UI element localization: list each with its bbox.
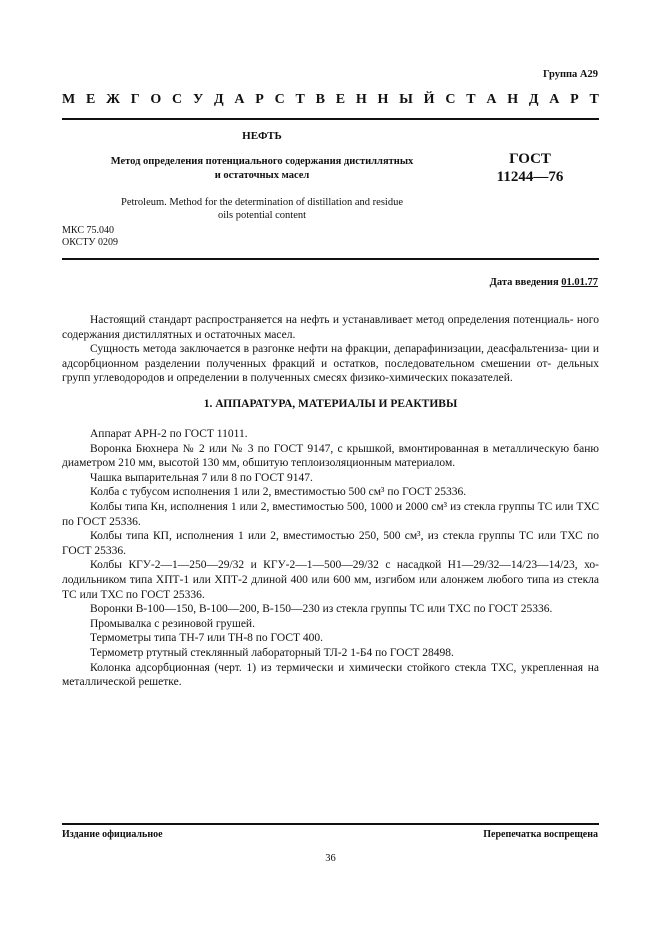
list-item: Чашка выпарительная 7 или 8 по ГОСТ 9147. bbox=[90, 471, 313, 484]
gost-number bbox=[470, 150, 590, 186]
classification-codes bbox=[62, 225, 118, 249]
english-title-line: oils potential content bbox=[217, 210, 307, 221]
list-item: Колонка адсорбционная (черт. 1) из термически и химически стойкого стекла ТХС, укрепленная на металлической решетке. bbox=[62, 661, 599, 689]
heading-letter: А bbox=[549, 92, 560, 107]
section-items bbox=[62, 427, 599, 690]
heading-letter: А bbox=[234, 92, 245, 107]
footer-rule bbox=[62, 823, 599, 825]
list-item: Аппарат АРН-2 по ГОСТ 11011. bbox=[90, 428, 248, 440]
heading-letter: Д bbox=[528, 92, 539, 107]
intro-date bbox=[490, 277, 598, 288]
gost-code: 11244—76 bbox=[496, 169, 564, 185]
heading-letter: О bbox=[150, 92, 162, 107]
english-title bbox=[62, 196, 462, 222]
heading-letter: Н bbox=[355, 92, 367, 107]
subtitle-line: Метод определения потенциального содержания дистиллятных bbox=[110, 156, 414, 167]
heading-letter: Д bbox=[213, 92, 224, 107]
heading-letter: В bbox=[315, 92, 325, 107]
heading-letter: Ы bbox=[399, 92, 413, 107]
heading-letter: С bbox=[172, 92, 183, 107]
official-edition-label: Издание официальное bbox=[62, 829, 163, 840]
heading-letter: Г bbox=[130, 92, 140, 107]
heading-letter: Т bbox=[589, 92, 599, 107]
list-item: Термометры типа ТН-7 или ТН-8 по ГОСТ 400. bbox=[90, 632, 324, 645]
document-title: НЕФТЬ bbox=[242, 130, 282, 142]
paragraph: Сущность метода заключается в разгонке нефти на фракции, депарафинизации, деасфальтениза- ции и адсорбционном разделении полученных фракций и остатков, последовательном смешении от- дельных групп углеводородов и определении в полученных смесях физико-химических показателей. bbox=[62, 343, 599, 385]
list-item: Колбы типа КП, исполнения 1 или 2, вместимостью 250, 500 см³, из стекла группы ТС или ТХС по ГОСТ 25336. bbox=[62, 530, 599, 557]
gost-label: ГОСТ bbox=[509, 151, 551, 167]
heading-letter: Р bbox=[255, 92, 264, 107]
heading-letter: С bbox=[274, 92, 285, 107]
title-rule bbox=[62, 258, 599, 260]
heading-letter: М bbox=[62, 92, 76, 107]
list-item: Воронка Бюхнера № 2 или № 3 по ГОСТ 9147, с крышкой, вмонтированная в металлическую баню диаметром 210 мм, высотой 130 мм, обшитую теплоизоляционным материалом. bbox=[62, 442, 599, 470]
heading-letter: Е bbox=[335, 92, 346, 107]
heading-letter: Е bbox=[85, 92, 96, 107]
heading-letter: С bbox=[445, 92, 456, 107]
list-item: Колбы КГУ-2—1—250—29/32 и КГУ-2—1—500—29/32 с насадкой Н1—29/32—14/23—14/23, хо- лодильником типа ХПТ-1 или ХПТ-2 длиной 400 или 600 мм, изгибом или алонжем любого типа из стекла ТС или ТХС по ГОСТ 25336. bbox=[62, 559, 599, 601]
heading-letter: Р bbox=[570, 92, 579, 107]
heading-letter: Н bbox=[507, 92, 519, 107]
list-item: Колбы типа Кн, исполнения 1 или 2, вместимостью 500, 1000 и 2000 см³ из стекла группы ТС или ТХС по ГОСТ 25336. bbox=[62, 500, 599, 528]
heading-letter: У bbox=[192, 92, 204, 107]
intro-text bbox=[62, 313, 599, 386]
document-subtitle bbox=[62, 155, 462, 183]
heading-letter: Й bbox=[423, 92, 435, 107]
interstate-standard-heading bbox=[62, 92, 599, 108]
english-title-line: Petroleum. Method for the determination of distillation and residue bbox=[121, 197, 403, 208]
list-item: Воронки В-100—150, В-100—200, В-150—230 из стекла группы ТС или ТХС по ГОСТ 25336. bbox=[90, 603, 553, 616]
intro-date-value: 01.01.77 bbox=[561, 277, 598, 288]
intro-date-label: Дата введения bbox=[489, 277, 562, 288]
heading-letter: Т bbox=[295, 92, 305, 107]
page-number: 36 bbox=[325, 853, 336, 864]
reprint-prohibited-label: Перепечатка воспрещена bbox=[483, 829, 598, 840]
heading-letter: Н bbox=[377, 92, 389, 107]
header-rule bbox=[62, 118, 599, 120]
okstu-code: ОКСТУ 0209 bbox=[62, 237, 119, 248]
group-label: Группа А29 bbox=[542, 69, 598, 80]
heading-letter: Ж bbox=[106, 92, 120, 107]
list-item: Колба с тубусом исполнения 1 или 2, вместимостью 500 см³ по ГОСТ 25336. bbox=[90, 486, 467, 499]
section-title: 1. АППАРАТУРА, МАТЕРИАЛЫ И РЕАКТИВЫ bbox=[203, 398, 458, 410]
paragraph: Настоящий стандарт распространяется на нефть и устанавливает метод определения потенциаль- ного содержания дистиллятных и остаточных масел. bbox=[62, 314, 599, 341]
heading-letter: Т bbox=[466, 92, 476, 107]
list-item: Промывалка с резиновой грушей. bbox=[90, 617, 255, 630]
heading-letter: А bbox=[486, 92, 497, 107]
mks-code: МКС 75.040 bbox=[62, 225, 114, 236]
subtitle-line: и остаточных масел bbox=[214, 170, 310, 181]
list-item: Термометр ртутный стеклянный лабораторный ТЛ-2 1-Б4 по ГОСТ 28498. bbox=[90, 646, 454, 659]
